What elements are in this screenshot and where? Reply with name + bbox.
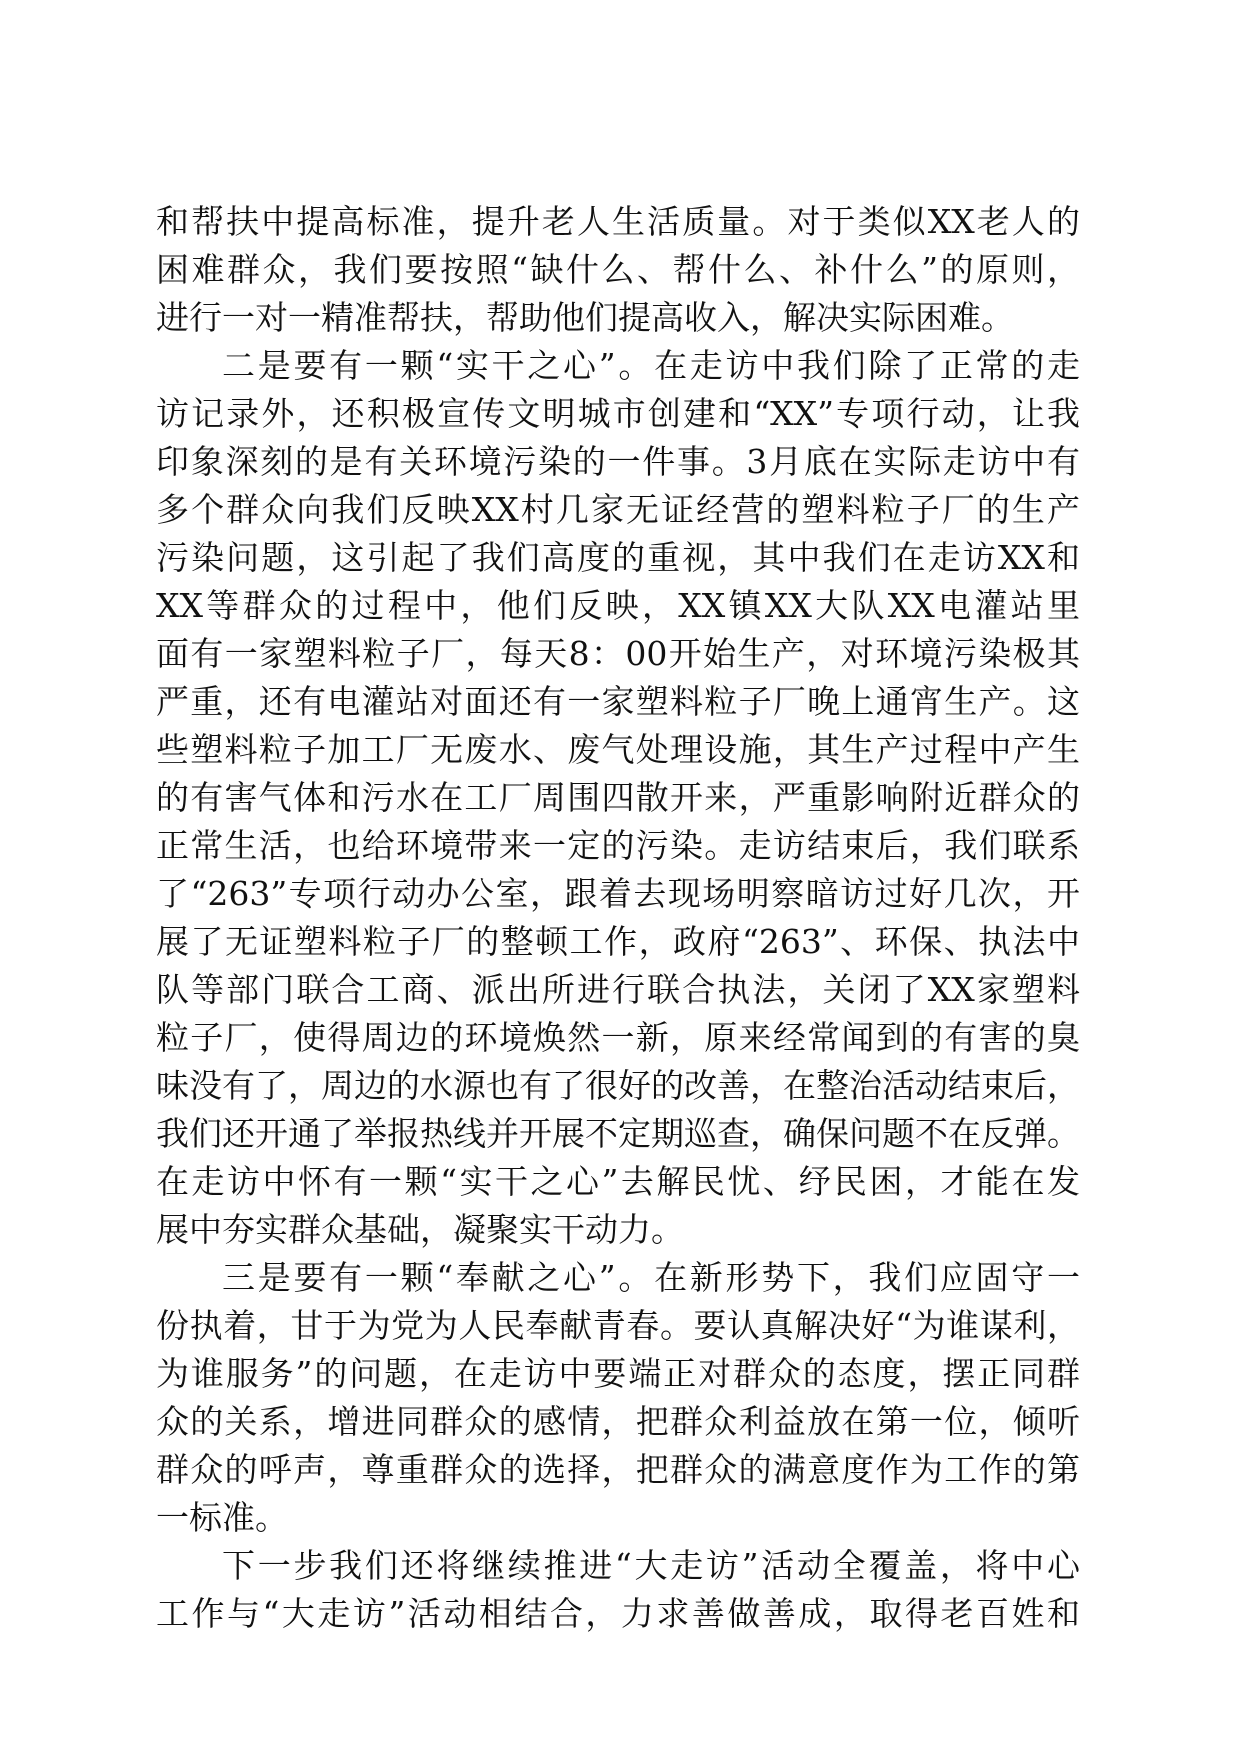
text-line: 正常生活，也给环境带来一定的污染。走访结束后，我们联系 bbox=[156, 826, 1080, 865]
text-line: 为谁服务”的问题，在走访中要端正对群众的态度，摆正同群 bbox=[156, 1354, 1080, 1393]
text-line: 一标准。 bbox=[156, 1498, 288, 1537]
text-line: 污染问题，这引起了我们高度的重视，其中我们在走访XX和 bbox=[156, 538, 1080, 577]
text-line: 印象深刻的是有关环境污染的一件事。3月底在实际走访中有 bbox=[156, 442, 1080, 481]
paragraph-first-line: 二是要有一颗“实干之心”。在走访中我们除了正常的走 bbox=[222, 346, 1080, 385]
text-line: 困难群众，我们要按照“缺什么、帮什么、补什么”的原则， bbox=[156, 250, 1080, 289]
paragraph-first-line: 三是要有一颗“奉献之心”。在新形势下，我们应固守一 bbox=[222, 1258, 1080, 1297]
text-line: 众的关系，增进同群众的感情，把群众利益放在第一位，倾听 bbox=[156, 1402, 1080, 1441]
text-line: 了“263”专项行动办公室，跟着去现场明察暗访过好几次，开 bbox=[156, 874, 1080, 913]
text-line: XX等群众的过程中，他们反映，XX镇XX大队XX电灌站里 bbox=[156, 586, 1080, 625]
text-line: 工作与“大走访”活动相结合，力求善做善成，取得老百姓和 bbox=[156, 1594, 1080, 1633]
text-line: 和帮扶中提高标准，提升老人生活质量。对于类似XX老人的 bbox=[156, 202, 1080, 241]
text-line: 些塑料粒子加工厂无废水、废气处理设施，其生产过程中产生 bbox=[156, 730, 1080, 769]
paragraph-first-line: 下一步我们还将继续推进“大走访”活动全覆盖，将中心 bbox=[222, 1546, 1080, 1585]
text-line: 味没有了，周边的水源也有了很好的改善，在整治活动结束后， bbox=[156, 1066, 1080, 1105]
text-line: 访记录外，还积极宣传文明城市创建和“XX”专项行动，让我 bbox=[156, 394, 1080, 433]
text-line: 在走访中怀有一颗“实干之心”去解民忧、纾民困，才能在发 bbox=[156, 1162, 1080, 1201]
text-line: 展中夯实群众基础，凝聚实干动力。 bbox=[156, 1210, 684, 1249]
text-line: 面有一家塑料粒子厂，每天8：00开始生产，对环境污染极其 bbox=[156, 634, 1080, 673]
text-line: 群众的呼声，尊重群众的选择，把群众的满意度作为工作的第 bbox=[156, 1450, 1080, 1489]
text-line: 份执着，甘于为党为人民奉献青春。要认真解决好“为谁谋利， bbox=[156, 1306, 1080, 1345]
text-line: 多个群众向我们反映XX村几家无证经营的塑料粒子厂的生产 bbox=[156, 490, 1080, 529]
text-line: 粒子厂，使得周边的环境焕然一新，原来经常闻到的有害的臭 bbox=[156, 1018, 1080, 1057]
text-line: 的有害气体和污水在工厂周围四散开来，严重影响附近群众的 bbox=[156, 778, 1080, 817]
text-line: 展了无证塑料粒子厂的整顿工作，政府“263”、环保、执法中 bbox=[156, 922, 1080, 961]
text-line: 我们还开通了举报热线并开展不定期巡查，确保问题不在反弹。 bbox=[156, 1114, 1080, 1153]
text-line: 队等部门联合工商、派出所进行联合执法，关闭了XX家塑料 bbox=[156, 970, 1080, 1009]
text-line: 进行一对一精准帮扶，帮助他们提高收入，解决实际困难。 bbox=[156, 298, 1014, 337]
text-line: 严重，还有电灌站对面还有一家塑料粒子厂晚上通宵生产。这 bbox=[156, 682, 1080, 721]
